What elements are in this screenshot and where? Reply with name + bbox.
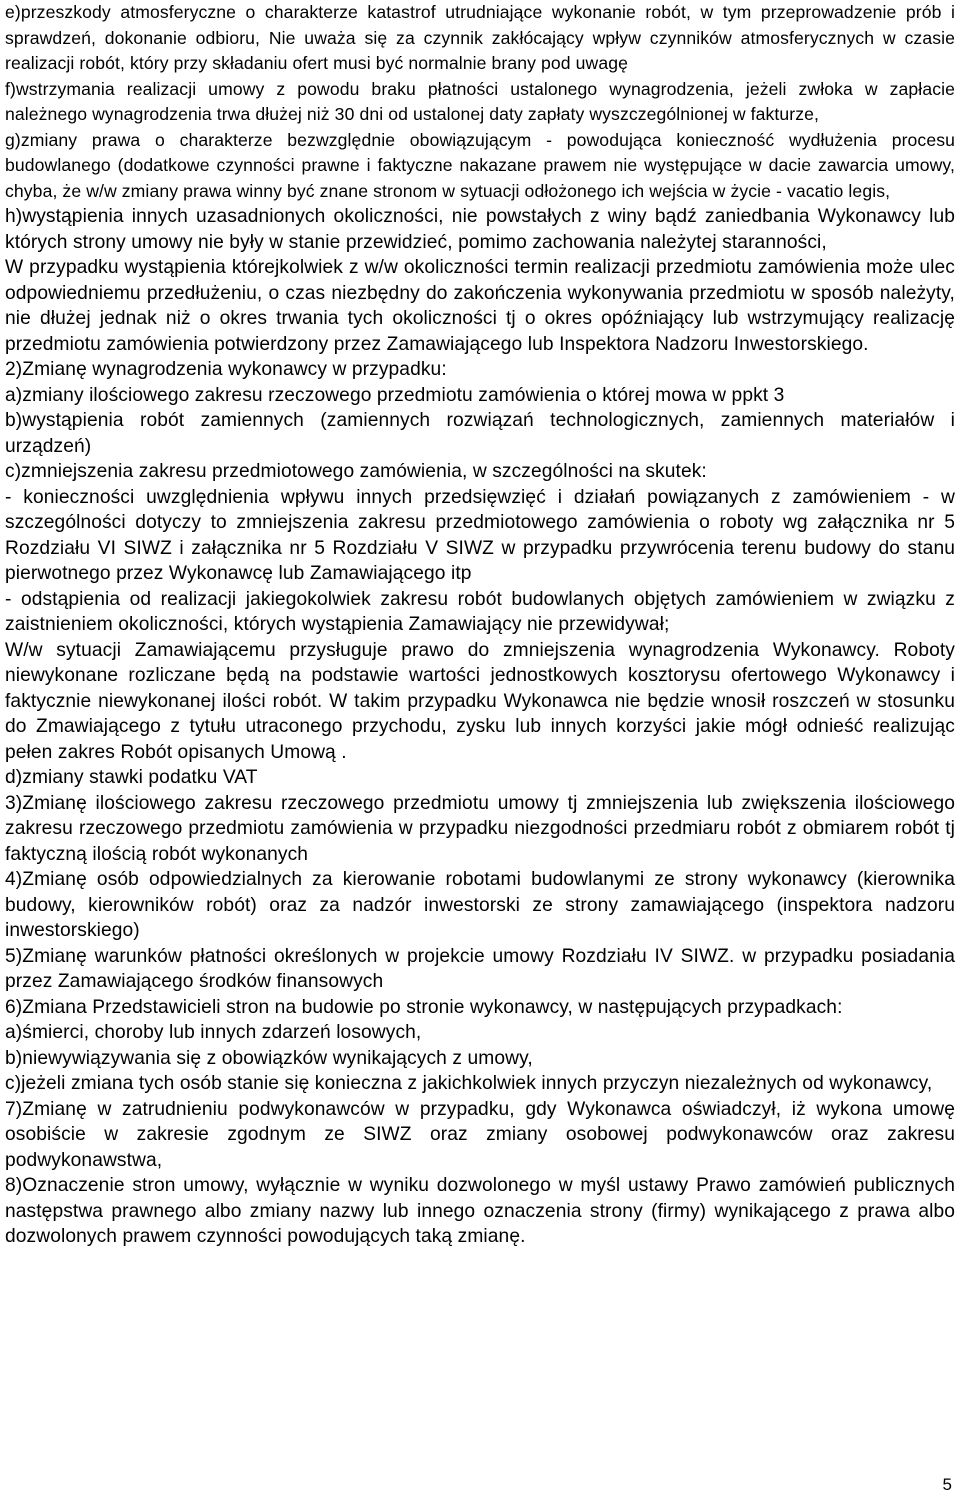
paragraph-3: 3)Zmianę ilościowego zakresu rzeczowego przedmiotu umowy tj zmniejszenia lub zwiększenia ilościowego zakresu rzeczowego przedmiotu zamówienia w przypadku niezgodności przedmiaru robót z obmiarem robót tj faktyczną ilością robót wykonanych (5, 792, 955, 865)
paragraph-2c-dash-2: - odstąpienia od realizacji jakiegokolwiek zakresu robót budowlanych objętych zamówieniem w związku z zaistnieniem okoliczności, których wystąpienia Zamawiający nie przewidywał; (5, 588, 955, 635)
paragraph-2c: c)zmniejszenia zakresu przedmiotowego zamówienia, w szczególności na skutek: (5, 461, 707, 482)
document-page (5, 0, 955, 1250)
paragraph-2a: a)zmiany ilościowego zakresu rzeczowego przedmiotu zamówienia o której mowa w ppkt 3 (5, 384, 785, 406)
paragraph-7: 7)Zmianę w zatrudnieniu podwykonawców w przypadku, gdy Wykonawca oświadczył, iż wykona umowę osobiście w zakresie zgodnym ze SIWZ oraz zmiany osobowej podwykonawców oraz zakresu podwykonawstwa, (5, 1098, 955, 1171)
paragraph-8: 8)Oznaczenie stron umowy, wyłącznie w wyniku dozwolonego w myśl ustawy Prawo zamówień publicznych następstwa prawnego albo zmiany nazwy lub innego oznaczenia strony (firmy) wynikającego z prawa albo dozwolonych prawem czynności powodujących taką zmianę. (5, 1175, 955, 1247)
paragraph-reduction-rights: W/w sytuacji Zamawiającemu przysługuje prawo do zmniejszenia wynagrodzenia Wykonawcy. Roboty niewykonane rozliczane będą na podstawie wartości jednostkowych kosztorysu ofertowego Wykonawcy i faktycznie niewykonanej ilości robót. W takim przypadku Wykonawca nie będzie wnosił roszczeń w stosunku do Zmawiającego z tytułu utraconego przychodu, zysku lub innych korzyści jakie mógł odnieść realizując pełen zakres Robót opisanych Umową . (5, 639, 955, 763)
paragraph-g-law-change: g)zmiany prawa o charakterze bezwzględnie obowiązującym - powodująca konieczność wydłużenia procesu budowlanego (dodatkowe czynności prawne i faktyczne nakazane prawem nie występujące w dacie zawarcia umowy, chyba, że w/w zmiany prawa winny być znane stronom w sytuacji odłożonego ich wejścia w życie - vacatio legis, (5, 129, 955, 201)
paragraph-h-other-circumstances: h)wystąpienia innych uzasadnionych okoliczności, nie powstałych z winy bądź zaniedbania Wykonawcy lub których strony umowy nie były w stanie przewidzieć, pomimo zachowania należytej staranności, (5, 206, 955, 253)
paragraph-f-payment-delay: f)wstrzymania realizacji umowy z powodu braku płatności ustalonego wynagrodzenia, jeżeli zwłoka w zapłacie należnego wynagrodzenia trwa dłużej niż 30 dni od ustalonej daty zapłaty wyszczególnionej w fakturze, (5, 78, 955, 124)
paragraph-5: 5)Zmianę warunków płatności określonych w projekcie umowy Rozdziału IV SIWZ. w przypadku posiadania przez Zamawiającego środków finansowych (5, 945, 955, 992)
paragraph-2b: b)wystąpienia robót zamiennych (zamiennych rozwiązań technologicznych, zamiennych materiałów i urządzeń) (5, 410, 955, 457)
paragraph-6b: b)niewywiązywania się z obowiązków wynikających z umowy, (5, 1047, 533, 1069)
paragraph-6a: a)śmierci, choroby lub innych zdarzeń losowych, (5, 1022, 422, 1043)
paragraph-e-weather: e)przeszkody atmosferyczne o charakterze katastrof utrudniające wykonanie robót, w tym przeprowadzenie prób i sprawdzeń, dokonanie odbioru, Nie uważa się za czynnik zakłócający wpływ czynników atmosferycznych w czasie realizacji robót, który przy składaniu ofert musi być normalnie brany pod uwagę (5, 2, 955, 73)
paragraph-4: 4)Zmianę osób odpowiedzialnych za kierowanie robotami budowlanymi ze strony wykonawcy (kierownika budowy, kierowników robót) oraz za nadzór inwestorski ze strony zamawiającego (inspektora nadzoru inwestorskiego) (5, 869, 955, 941)
paragraph-term-extension: W przypadku wystąpienia którejkolwiek z w/w okoliczności termin realizacji przedmiotu zamówienia może ulec odpowiedniemu przedłużeniu, o czas niezbędny do zakończenia wykonywania przedmiotu w sposób należyty, nie dłużej jednak niż o okres trwania tych okoliczności tj o okres opóźniający lub wstrzymujący realizację przedmiotu zamówienia potwierdzony przez Zamawiającego lub Inspektora Nadzoru Inwestorskiego. (5, 257, 955, 355)
paragraph-2-remuneration-change: 2)Zmianę wynagrodzenia wykonawcy w przypadku: (5, 359, 447, 380)
page-number: 5 (942, 1475, 952, 1494)
paragraph-2d: d)zmiany stawki podatku VAT (5, 767, 258, 788)
paragraph-2c-dash-1: - konieczności uwzględnienia wpływu innych przedsięwzięć i działań powiązanych z zamówieniem - w szczególności dotyczy to zmniejszenia zakresu przedmiotowego zamówienia o roboty wg załącznika nr 5 Rozdziału VI SIWZ i załącznika nr 5 Rozdziału V SIWZ w przypadku przywrócenia terenu budowy do stanu pierwotnego przez Wykonawcę lub Zamawiającego itp (5, 486, 955, 584)
paragraph-6c: c)jeżeli zmiana tych osób stanie się konieczna z jakichkolwiek innych przyczyn niezależnych od wykonawcy, (5, 1073, 933, 1094)
paragraph-6: 6)Zmiana Przedstawicieli stron na budowie po stronie wykonawcy, w następujących przypadkach: (5, 996, 843, 1018)
